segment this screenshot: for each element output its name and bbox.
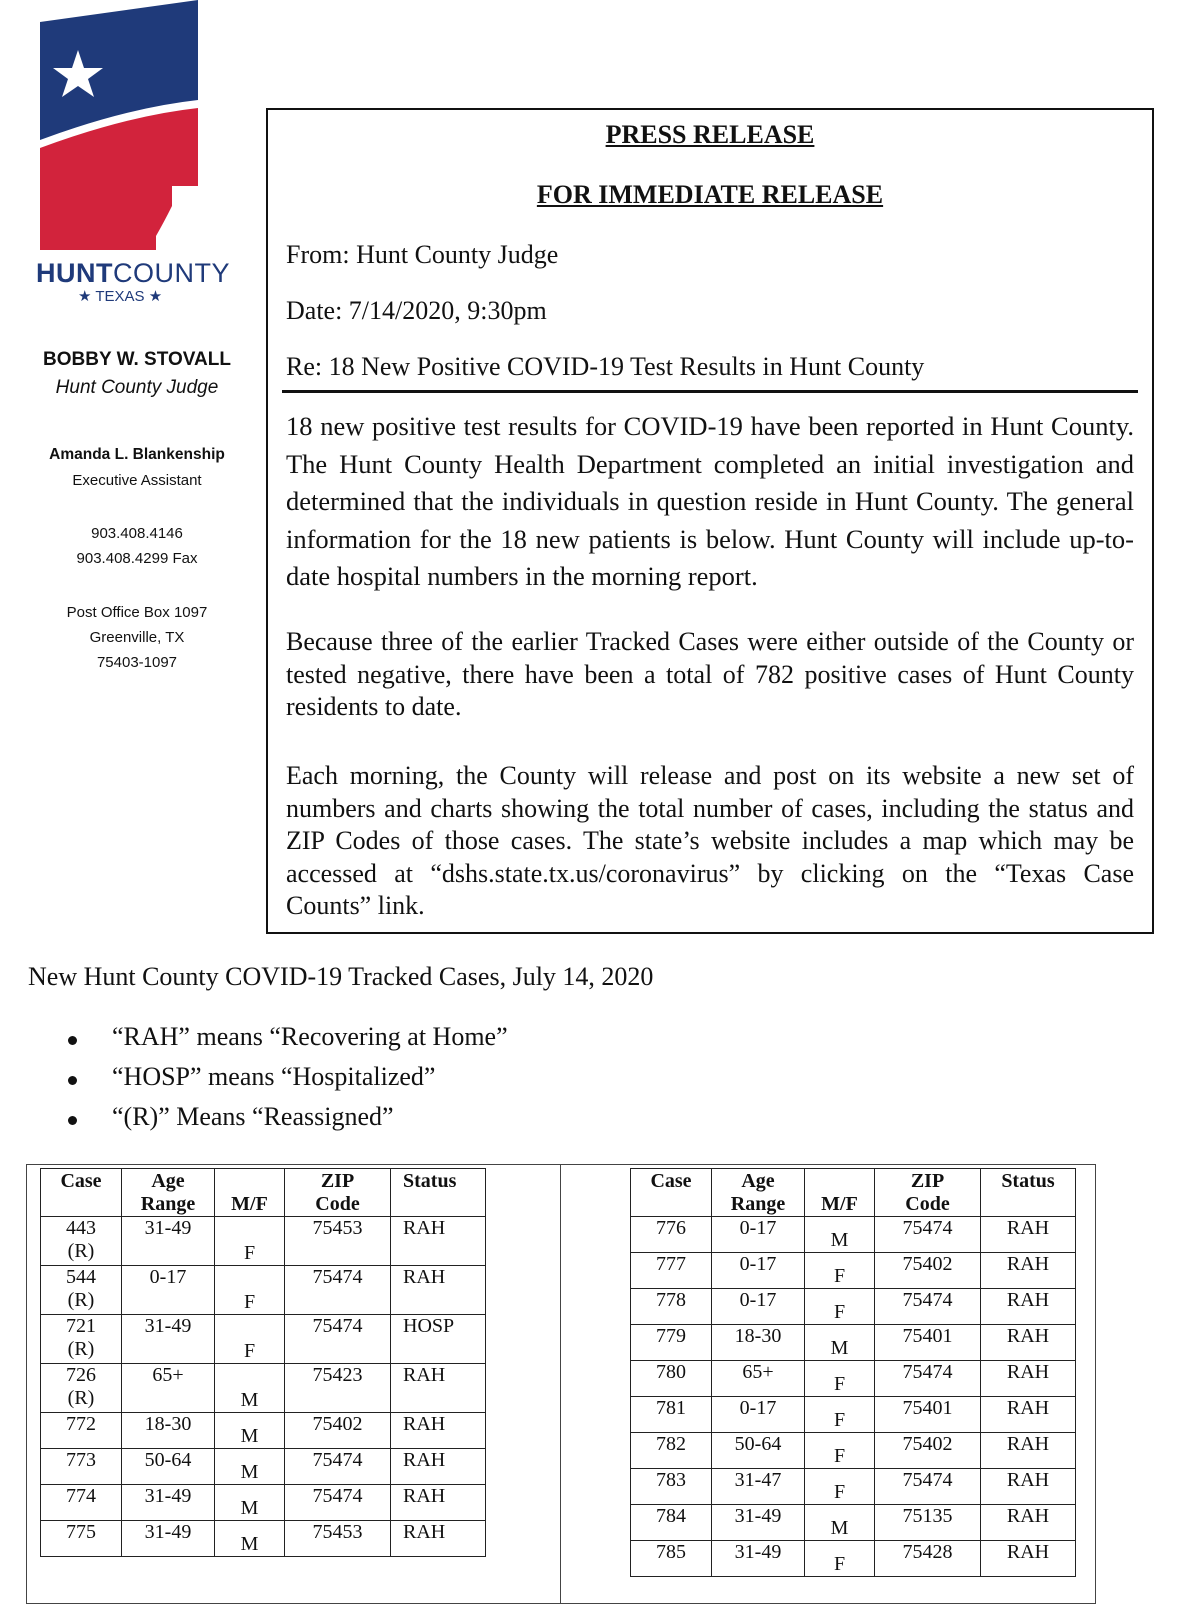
zip-code: 75453 — [312, 1217, 363, 1239]
sex-cell — [805, 1361, 875, 1397]
zip-cell — [285, 1266, 391, 1315]
status-value: RAH — [403, 1266, 446, 1288]
case-cell — [631, 1325, 712, 1361]
status-value: RAH — [1006, 1325, 1050, 1347]
status-cell — [981, 1361, 1076, 1397]
case-number: 783 — [656, 1469, 686, 1491]
status-cell — [391, 1449, 486, 1485]
table-row — [41, 1413, 486, 1449]
zip-code: 75401 — [902, 1325, 953, 1347]
age-cell — [712, 1505, 805, 1541]
status-value: RAH — [1006, 1361, 1050, 1383]
case-number: 780 — [656, 1361, 686, 1383]
sex-value: F — [833, 1445, 846, 1467]
zip-code: 75474 — [312, 1266, 363, 1288]
case-number: 778 — [656, 1289, 686, 1311]
zip-code: 75474 — [902, 1361, 953, 1383]
brand-bold: HUNT — [36, 258, 113, 288]
header-age — [712, 1169, 805, 1217]
zip-cell — [875, 1469, 981, 1505]
sex-cell — [215, 1315, 285, 1364]
reassigned-tag: (R) — [67, 1240, 95, 1262]
table-row — [41, 1449, 486, 1485]
header-zip-line2: Code — [315, 1193, 360, 1215]
case-number: 443 — [66, 1217, 96, 1239]
sex-value: M — [830, 1337, 849, 1359]
cases-table-right — [630, 1168, 1076, 1577]
brand-wordmark — [36, 258, 230, 305]
zip-cell — [285, 1449, 391, 1485]
zip-cell — [285, 1413, 391, 1449]
case-number: 773 — [66, 1449, 96, 1471]
phone-number: 903.408.4146 — [91, 525, 183, 542]
sex-value: M — [240, 1461, 259, 1483]
sex-cell — [805, 1289, 875, 1325]
status-value: RAH — [1006, 1433, 1050, 1455]
sex-cell — [215, 1413, 285, 1449]
right-table-body — [631, 1217, 1076, 1577]
case-cell — [631, 1505, 712, 1541]
age-cell — [122, 1521, 215, 1557]
age-range: 0-17 — [739, 1397, 777, 1419]
case-cell — [631, 1397, 712, 1433]
zip-cell — [875, 1361, 981, 1397]
zip-code: 75474 — [312, 1315, 363, 1337]
zip-code: 75401 — [902, 1397, 953, 1419]
age-range: 0-17 — [739, 1253, 777, 1275]
age-cell — [122, 1315, 215, 1364]
zip-cell — [285, 1217, 391, 1266]
sex-cell — [805, 1217, 875, 1253]
case-cell — [631, 1361, 712, 1397]
assistant-title: Executive Assistant — [72, 472, 202, 489]
paragraph-3: Each morning, the County will release and post on its website a new set of numbers and charts showing the total number of cases, including the status and ZIP Codes of those cases. The state’s website includes a map which may be accessed at “dshs.state.tx.us/coronavirus” by clicking on the “Texas Case Counts” link. — [286, 761, 1134, 920]
status-cell — [391, 1413, 486, 1449]
age-range: 0-17 — [739, 1289, 777, 1311]
status-cell — [981, 1397, 1076, 1433]
zip-code: 75453 — [312, 1521, 363, 1543]
case-number: 779 — [656, 1325, 686, 1347]
brand-sub: ★ TEXAS ★ — [78, 288, 163, 305]
age-cell — [122, 1485, 215, 1521]
header-mf-label: M/F — [821, 1193, 858, 1215]
header-status — [391, 1169, 486, 1217]
table-row — [631, 1253, 1076, 1289]
case-number: 775 — [66, 1521, 96, 1543]
header-case — [631, 1169, 712, 1217]
case-number: 544 — [66, 1266, 96, 1288]
texas-flag-emblem-icon — [36, 0, 206, 255]
age-cell — [712, 1325, 805, 1361]
zip-cell — [875, 1541, 981, 1577]
header-case-label: Case — [650, 1170, 692, 1192]
status-value: RAH — [403, 1364, 446, 1386]
case-number: 777 — [656, 1253, 686, 1275]
sex-cell — [215, 1449, 285, 1485]
status-cell — [981, 1541, 1076, 1577]
zip-cell — [285, 1315, 391, 1364]
age-cell — [712, 1397, 805, 1433]
age-cell — [712, 1541, 805, 1577]
status-value: RAH — [1006, 1217, 1050, 1239]
age-cell — [122, 1364, 215, 1413]
judge-block — [22, 349, 252, 399]
sex-cell — [805, 1541, 875, 1577]
sex-value: F — [243, 1242, 256, 1264]
zip-cell — [285, 1364, 391, 1413]
status-value: RAH — [403, 1217, 446, 1239]
case-number: 776 — [656, 1217, 686, 1239]
age-range: 18-30 — [734, 1325, 782, 1347]
age-range: 65+ — [152, 1364, 184, 1386]
sex-value: M — [240, 1425, 259, 1447]
case-number: 774 — [66, 1485, 96, 1507]
case-cell — [631, 1541, 712, 1577]
age-range: 50-64 — [144, 1449, 192, 1471]
header-mf — [215, 1169, 285, 1217]
header-zip — [875, 1169, 981, 1217]
sex-value: F — [833, 1265, 846, 1287]
sex-cell — [805, 1469, 875, 1505]
status-value: RAH — [403, 1413, 446, 1435]
zip-cell — [285, 1485, 391, 1521]
sex-value: M — [830, 1517, 849, 1539]
status-cell — [981, 1469, 1076, 1505]
legend-list — [60, 1022, 508, 1142]
age-cell — [122, 1217, 215, 1266]
address-line-3: 75403-1097 — [96, 654, 178, 671]
status-cell — [391, 1217, 486, 1266]
case-number: 782 — [656, 1433, 686, 1455]
fax-number: 903.408.4299 Fax — [76, 550, 198, 567]
age-cell — [712, 1433, 805, 1469]
zip-code: 75474 — [902, 1289, 953, 1311]
re-divider — [282, 390, 1138, 393]
table-row — [41, 1266, 486, 1315]
case-cell — [631, 1469, 712, 1505]
status-value: RAH — [1006, 1253, 1050, 1275]
age-range: 31-49 — [144, 1521, 192, 1543]
immediate-release-heading: FOR IMMEDIATE RELEASE — [536, 180, 884, 209]
zip-cell — [875, 1253, 981, 1289]
legend-item: “(R)” Means “Reassigned” — [60, 1102, 508, 1142]
case-number: 726 — [66, 1364, 96, 1386]
table-row — [631, 1541, 1076, 1577]
age-range: 31-47 — [734, 1469, 782, 1491]
sex-value: F — [833, 1409, 846, 1431]
status-value: RAH — [403, 1449, 446, 1471]
table-row — [41, 1315, 486, 1364]
legend-item: “RAH” means “Recovering at Home” — [60, 1022, 508, 1062]
zip-code: 75428 — [902, 1541, 953, 1563]
phone-block — [22, 525, 252, 567]
sex-value: F — [833, 1481, 846, 1503]
case-cell — [41, 1521, 122, 1557]
from-line: From: Hunt County Judge — [286, 240, 559, 269]
sex-value: F — [243, 1340, 256, 1362]
status-cell — [981, 1217, 1076, 1253]
assistant-name: Amanda L. Blankenship — [49, 446, 225, 463]
sex-value: M — [830, 1229, 849, 1251]
date-line: Date: 7/14/2020, 9:30pm — [286, 296, 547, 325]
case-cell — [41, 1266, 122, 1315]
age-range: 0-17 — [739, 1217, 777, 1239]
reassigned-tag: (R) — [67, 1289, 95, 1311]
header-mf — [805, 1169, 875, 1217]
table-row — [631, 1397, 1076, 1433]
assistant-block — [22, 446, 252, 489]
brand-light: COUNTY — [113, 258, 230, 288]
age-range: 31-49 — [734, 1541, 782, 1563]
judge-name: BOBBY W. STOVALL — [43, 349, 231, 370]
zip-code: 75474 — [902, 1469, 953, 1491]
table-row — [631, 1433, 1076, 1469]
age-cell — [712, 1289, 805, 1325]
case-cell — [631, 1217, 712, 1253]
judge-title: Hunt County Judge — [55, 377, 219, 398]
zip-code: 75402 — [902, 1253, 953, 1275]
table-row — [631, 1217, 1076, 1253]
age-cell — [712, 1217, 805, 1253]
status-value: RAH — [1006, 1469, 1050, 1491]
address-block — [22, 604, 252, 671]
header-zip — [285, 1169, 391, 1217]
status-value: RAH — [1006, 1505, 1050, 1527]
status-cell — [981, 1253, 1076, 1289]
frame-divider — [560, 1165, 561, 1603]
reassigned-tag: (R) — [67, 1387, 95, 1409]
status-cell — [981, 1289, 1076, 1325]
age-range: 50-64 — [734, 1433, 782, 1455]
age-range: 65+ — [742, 1361, 774, 1383]
table-row — [631, 1325, 1076, 1361]
case-number: 785 — [656, 1541, 686, 1563]
header-zip-line1: ZIP — [910, 1170, 945, 1192]
sex-value: F — [833, 1373, 846, 1395]
table-row — [631, 1469, 1076, 1505]
zip-cell — [875, 1325, 981, 1361]
header-zip-line2: Code — [905, 1193, 950, 1215]
header-zip-line1: ZIP — [320, 1170, 355, 1192]
zip-cell — [875, 1217, 981, 1253]
header-case — [41, 1169, 122, 1217]
cases-title: New Hunt County COVID-19 Tracked Cases, July 14, 2020 — [28, 962, 654, 991]
zip-code: 75423 — [312, 1364, 363, 1386]
paragraph-2: Because three of the earlier Tracked Cases were either outside of the County or tested negative, there have been a total of 782 positive cases of Hunt County residents to date. — [286, 627, 1134, 721]
case-cell — [41, 1449, 122, 1485]
zip-cell — [285, 1521, 391, 1557]
status-value: RAH — [1006, 1397, 1050, 1419]
cases-table-left — [40, 1168, 486, 1557]
header-age-line2: Range — [140, 1193, 196, 1215]
age-range: 31-49 — [144, 1485, 192, 1507]
table-row — [41, 1364, 486, 1413]
sex-cell — [805, 1253, 875, 1289]
case-cell — [631, 1289, 712, 1325]
sex-cell — [215, 1521, 285, 1557]
age-cell — [712, 1361, 805, 1397]
status-cell — [391, 1315, 486, 1364]
sex-value: F — [833, 1553, 846, 1575]
press-release-heading: PRESS RELEASE — [605, 120, 815, 149]
status-cell — [981, 1433, 1076, 1469]
case-cell — [41, 1315, 122, 1364]
table-row — [631, 1361, 1076, 1397]
status-value: RAH — [403, 1485, 446, 1507]
case-cell — [41, 1413, 122, 1449]
address-line-1: Post Office Box 1097 — [66, 604, 208, 621]
sex-value: M — [240, 1497, 259, 1519]
address-line-2: Greenville, TX — [89, 629, 185, 646]
sex-cell — [805, 1325, 875, 1361]
age-range: 31-49 — [144, 1315, 192, 1337]
header-age-line1: Age — [151, 1170, 185, 1192]
age-range: 18-30 — [144, 1413, 192, 1435]
sex-value: M — [240, 1389, 259, 1411]
zip-cell — [875, 1289, 981, 1325]
sex-value: F — [833, 1301, 846, 1323]
sex-cell — [215, 1485, 285, 1521]
status-cell — [391, 1364, 486, 1413]
table-row — [631, 1505, 1076, 1541]
zip-cell — [875, 1397, 981, 1433]
zip-code: 75474 — [312, 1485, 363, 1507]
header-mf-label: M/F — [231, 1193, 268, 1215]
re-line: Re: 18 New Positive COVID-19 Test Results in Hunt County — [286, 352, 925, 381]
zip-code: 75474 — [902, 1217, 953, 1239]
zip-code: 75402 — [902, 1433, 953, 1455]
header-status-label: Status — [1001, 1170, 1055, 1192]
age-range: 31-49 — [144, 1217, 192, 1239]
table-row — [631, 1289, 1076, 1325]
age-cell — [122, 1413, 215, 1449]
status-value: RAH — [1006, 1541, 1050, 1563]
sex-cell — [215, 1364, 285, 1413]
table-row — [41, 1217, 486, 1266]
status-cell — [391, 1485, 486, 1521]
header-case-label: Case — [60, 1170, 102, 1192]
sex-cell — [805, 1397, 875, 1433]
header-age-line2: Range — [730, 1193, 786, 1215]
header-status-label: Status — [403, 1170, 457, 1192]
header-status — [981, 1169, 1076, 1217]
status-value: RAH — [403, 1521, 446, 1543]
case-cell — [41, 1364, 122, 1413]
reassigned-tag: (R) — [67, 1338, 95, 1360]
case-number: 784 — [656, 1505, 686, 1527]
legend-item: “HOSP” means “Hospitalized” — [60, 1062, 508, 1102]
status-value: RAH — [1006, 1289, 1050, 1311]
case-cell — [631, 1253, 712, 1289]
age-range: 0-17 — [149, 1266, 187, 1288]
header-age — [122, 1169, 215, 1217]
header-age-line1: Age — [741, 1170, 775, 1192]
status-cell — [391, 1266, 486, 1315]
case-number: 772 — [66, 1413, 96, 1435]
case-number: 721 — [66, 1315, 96, 1337]
table-row — [41, 1521, 486, 1557]
case-cell — [41, 1485, 122, 1521]
left-table-body — [41, 1217, 486, 1557]
press-release-box — [266, 108, 1154, 934]
sex-value: F — [243, 1291, 256, 1313]
zip-code: 75474 — [312, 1449, 363, 1471]
age-cell — [712, 1253, 805, 1289]
age-range: 31-49 — [734, 1505, 782, 1527]
age-cell — [712, 1469, 805, 1505]
sex-cell — [805, 1433, 875, 1469]
sex-cell — [215, 1217, 285, 1266]
case-cell — [631, 1433, 712, 1469]
sex-value: M — [240, 1533, 259, 1555]
status-cell — [391, 1521, 486, 1557]
table-row — [41, 1485, 486, 1521]
zip-code: 75402 — [312, 1413, 363, 1435]
status-cell — [981, 1325, 1076, 1361]
age-cell — [122, 1449, 215, 1485]
case-cell — [41, 1217, 122, 1266]
sex-cell — [215, 1266, 285, 1315]
status-cell — [981, 1505, 1076, 1541]
zip-cell — [875, 1505, 981, 1541]
paragraph-1: 18 new positive test results for COVID-19 have been reported in Hunt County. The Hunt County Health Department completed an initial investigation and determined that the individuals in question reside in Hunt County. The general information for the 18 new patients is below. Hunt County will include up-to-date hospital numbers in the morning report. — [286, 411, 1134, 591]
zip-cell — [875, 1433, 981, 1469]
zip-code: 75135 — [902, 1505, 953, 1527]
age-cell — [122, 1266, 215, 1315]
status-value: HOSP — [403, 1315, 455, 1337]
case-number: 781 — [656, 1397, 686, 1419]
sex-cell — [805, 1505, 875, 1541]
